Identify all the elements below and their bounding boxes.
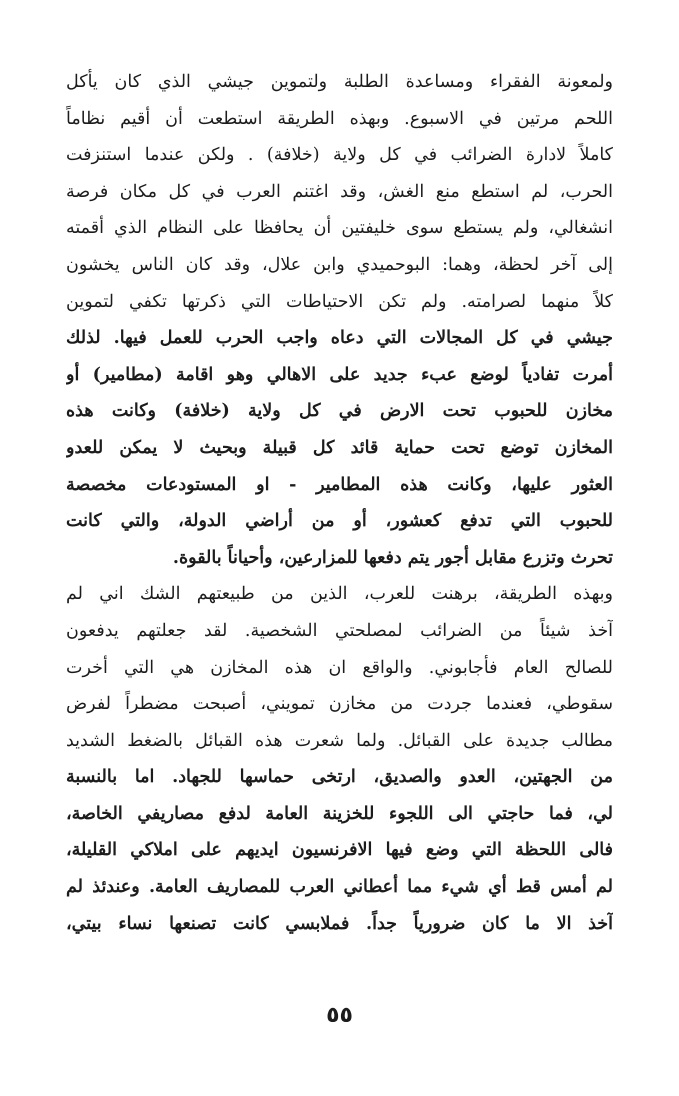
- text-line: ولمعونة الفقراء ومساعدة الطلبة ولتموين جيشي الذي كان يأكل: [66, 72, 613, 92]
- text-line: فالى اللحظة التي وضع فيها الافرنسيون ايديهم على املاكي القليلة،: [66, 840, 613, 861]
- text-line: مخازن للحبوب تحت الارض في كل ولاية (خلافة) وكانت هذه: [66, 401, 613, 422]
- text-line: العثور عليها، وكانت هذه المطامير - او المستودعات مخصصة: [66, 474, 613, 495]
- text-line: إلى آخر لحظة، وهما: البوحميدي وابن علال، وقد كان الناس يخشون: [66, 254, 613, 275]
- text-line: آخذ الا ما كان ضرورياً جداً. فملابسي كانت تصنعها نساء بيتي،: [66, 913, 613, 934]
- text-line: المخازن توضع تحت حماية قائد كل قبيلة وبحيث لا يمكن للعدو: [66, 437, 613, 458]
- text-line: للحبوب التي تدفع كعشور، أو من أراضي الدولة، والتي كانت: [66, 511, 613, 532]
- text-line: جيشي في كل المجالات التي دعاه واجب الحرب للعمل فيها. لذلك: [66, 328, 613, 349]
- text-line: مطالب جديدة على القبائل. ولما شعرت هذه القبائل بالضغط الشديد: [66, 730, 613, 751]
- text-line: أمرت تفادياً لوضع عبء جديد على الاهالي وهو اقامة (مطامير) أو: [66, 364, 613, 385]
- text-line: تحرث وتزرع مقابل أجور يتم دفعها للمزارعين، وأحياناً بالقوة.: [172, 547, 613, 568]
- text-line: سقوطي، فعندما جردت من مخازن تمويني، أصبحت مضطراً لفرض: [66, 694, 613, 715]
- text-line: للصالح العام فأجابوني. والواقع ان هذه المخازن هي التي أخرت: [66, 657, 613, 678]
- text-line: من الجهتين، العدو والصديق، ارتخى حماسها للجهاد. اما بالنسبة: [66, 767, 613, 788]
- text-line: وبهذه الطريقة، برهنت للعرب، الذين من طبيعتهم الشك اني لم: [66, 584, 613, 605]
- text-line: لم أمس قط أي شيء مما أعطاني العرب للمصاريف العامة. وعندئذ لم: [66, 877, 613, 898]
- text-line: الحرب، لم استطع منع الغش، وقد اغتنم العرب في كل مكان فرصة: [66, 181, 613, 202]
- page-number: ٥٥: [326, 1003, 353, 1028]
- body-text: [66, 64, 613, 942]
- text-line: كاملاً لادارة الضرائب في كل ولاية (خلافة) . ولكن عندما استنزفت: [66, 145, 613, 166]
- text-line: انشغالي، ولم يستطع سوى خليفتين أن يحافظا على النظام الذي أقمته: [66, 218, 613, 239]
- text-line: آخذ شيئاً من الضرائب لمصلحتي الشخصية. لقد جعلتهم يدفعون: [66, 620, 613, 641]
- text-line: اللحم مرتين في الاسبوع. وبهذه الطريقة استطعت أن أقيم نظاماً: [66, 108, 613, 129]
- text-line: لي، فما حاجتي الى اللجوء للخزينة العامة لدفع مصاريفي الخاصة،: [66, 803, 613, 824]
- text-line: كلاً منهما لصرامته. ولم تكن الاحتياطات التي ذكرتها تكفي لتموين: [66, 291, 613, 312]
